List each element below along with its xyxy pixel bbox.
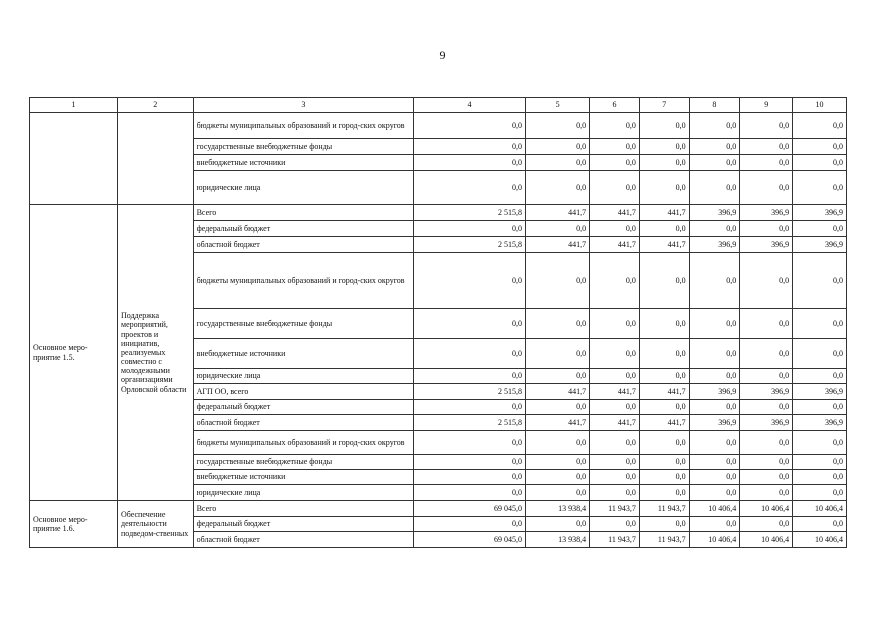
funding-source-cell: государственные внебюджетные фонды	[193, 309, 414, 339]
amount-cell: 0,0	[414, 253, 526, 309]
amount-cell: 441,7	[639, 384, 689, 400]
funding-source-cell: областной бюджет	[193, 237, 414, 253]
amount-cell: 0,0	[689, 517, 740, 532]
amount-cell: 441,7	[590, 205, 640, 221]
funding-source-cell: бюджеты муниципальных образований и город-ских округов	[193, 113, 414, 139]
amount-cell: 0,0	[793, 517, 847, 532]
funding-source-cell: Всего	[193, 205, 414, 221]
amount-cell: 0,0	[525, 171, 589, 205]
amount-cell: 0,0	[590, 400, 640, 415]
amount-cell: 441,7	[590, 384, 640, 400]
amount-cell: 0,0	[793, 155, 847, 171]
amount-cell: 11 943,7	[639, 501, 689, 517]
amount-cell: 0,0	[793, 171, 847, 205]
amount-cell: 0,0	[639, 400, 689, 415]
amount-cell: 0,0	[639, 470, 689, 485]
amount-cell: 69 045,0	[414, 501, 526, 517]
amount-cell: 396,9	[793, 237, 847, 253]
amount-cell: 0,0	[414, 309, 526, 339]
amount-cell: 0,0	[793, 221, 847, 237]
amount-cell: 0,0	[740, 485, 793, 501]
amount-cell: 0,0	[414, 369, 526, 384]
amount-cell: 2 515,8	[414, 415, 526, 431]
funding-source-cell: юридические лица	[193, 369, 414, 384]
amount-cell: 0,0	[525, 339, 589, 369]
amount-cell: 441,7	[525, 237, 589, 253]
funding-source-cell: Всего	[193, 501, 414, 517]
amount-cell: 10 406,4	[793, 501, 847, 517]
amount-cell: 0,0	[590, 517, 640, 532]
amount-cell: 396,9	[740, 415, 793, 431]
amount-cell: 0,0	[414, 455, 526, 470]
funding-source-cell: государственные внебюджетные фонды	[193, 455, 414, 470]
amount-cell: 10 406,4	[689, 501, 740, 517]
amount-cell: 0,0	[525, 253, 589, 309]
amount-cell: 0,0	[525, 485, 589, 501]
amount-cell: 10 406,4	[740, 532, 793, 548]
funding-source-cell: федеральный бюджет	[193, 517, 414, 532]
amount-cell: 441,7	[590, 415, 640, 431]
amount-cell: 0,0	[639, 369, 689, 384]
amount-cell: 441,7	[525, 384, 589, 400]
header-cell: 8	[689, 98, 740, 113]
amount-cell: 0,0	[740, 155, 793, 171]
amount-cell: 441,7	[590, 237, 640, 253]
funding-source-cell: АГП ОО, всего	[193, 384, 414, 400]
funding-source-cell: бюджеты муниципальных образований и город-ских округов	[193, 431, 414, 455]
amount-cell: 0,0	[793, 253, 847, 309]
amount-cell: 0,0	[639, 339, 689, 369]
amount-cell: 0,0	[590, 369, 640, 384]
budget-table	[29, 97, 847, 548]
header-cell: 9	[740, 98, 793, 113]
amount-cell: 0,0	[414, 339, 526, 369]
amount-cell: 396,9	[740, 205, 793, 221]
table-row	[30, 113, 847, 139]
activity-name-cell: Основное меро-приятие 1.5.	[30, 205, 118, 501]
amount-cell: 0,0	[740, 221, 793, 237]
amount-cell: 0,0	[414, 171, 526, 205]
amount-cell: 396,9	[793, 415, 847, 431]
amount-cell: 0,0	[689, 253, 740, 309]
amount-cell: 0,0	[689, 400, 740, 415]
amount-cell: 0,0	[740, 113, 793, 139]
amount-cell: 0,0	[639, 455, 689, 470]
amount-cell: 0,0	[689, 155, 740, 171]
amount-cell: 0,0	[639, 309, 689, 339]
amount-cell: 0,0	[740, 431, 793, 455]
amount-cell: 0,0	[639, 485, 689, 501]
header-row	[30, 98, 847, 113]
header-cell: 2	[118, 98, 194, 113]
header-cell: 7	[639, 98, 689, 113]
amount-cell: 0,0	[414, 221, 526, 237]
amount-cell: 0,0	[414, 517, 526, 532]
funding-source-cell: внебюджетные источники	[193, 470, 414, 485]
amount-cell: 2 515,8	[414, 237, 526, 253]
amount-cell: 0,0	[793, 309, 847, 339]
amount-cell: 0,0	[639, 221, 689, 237]
activity-description-cell	[118, 113, 194, 205]
amount-cell: 0,0	[689, 470, 740, 485]
table-row	[30, 501, 847, 517]
amount-cell: 0,0	[525, 431, 589, 455]
amount-cell: 0,0	[414, 485, 526, 501]
funding-source-cell: внебюджетные источники	[193, 339, 414, 369]
amount-cell: 0,0	[793, 369, 847, 384]
amount-cell: 0,0	[525, 139, 589, 155]
amount-cell: 0,0	[414, 139, 526, 155]
amount-cell: 396,9	[740, 384, 793, 400]
amount-cell: 0,0	[793, 400, 847, 415]
funding-source-cell: областной бюджет	[193, 415, 414, 431]
amount-cell: 396,9	[689, 415, 740, 431]
amount-cell: 0,0	[525, 470, 589, 485]
amount-cell: 0,0	[689, 485, 740, 501]
amount-cell: 0,0	[590, 113, 640, 139]
amount-cell: 0,0	[590, 309, 640, 339]
amount-cell: 0,0	[639, 139, 689, 155]
amount-cell: 0,0	[689, 369, 740, 384]
amount-cell: 0,0	[639, 517, 689, 532]
funding-source-cell: государственные внебюджетные фонды	[193, 139, 414, 155]
amount-cell: 0,0	[793, 485, 847, 501]
header-cell: 1	[30, 98, 118, 113]
amount-cell: 2 515,8	[414, 205, 526, 221]
amount-cell: 0,0	[793, 113, 847, 139]
amount-cell: 0,0	[590, 155, 640, 171]
amount-cell: 0,0	[590, 339, 640, 369]
header-cell: 3	[193, 98, 414, 113]
amount-cell: 0,0	[525, 155, 589, 171]
amount-cell: 0,0	[689, 309, 740, 339]
amount-cell: 396,9	[689, 384, 740, 400]
amount-cell: 0,0	[689, 431, 740, 455]
amount-cell: 0,0	[525, 517, 589, 532]
amount-cell: 441,7	[639, 237, 689, 253]
amount-cell: 10 406,4	[740, 501, 793, 517]
amount-cell: 11 943,7	[590, 532, 640, 548]
amount-cell: 0,0	[525, 309, 589, 339]
amount-cell: 13 938,4	[525, 532, 589, 548]
amount-cell: 441,7	[525, 415, 589, 431]
amount-cell: 0,0	[740, 455, 793, 470]
amount-cell: 0,0	[590, 171, 640, 205]
amount-cell: 11 943,7	[639, 532, 689, 548]
amount-cell: 0,0	[740, 470, 793, 485]
amount-cell: 0,0	[525, 113, 589, 139]
amount-cell: 0,0	[740, 309, 793, 339]
amount-cell: 69 045,0	[414, 532, 526, 548]
amount-cell: 0,0	[639, 171, 689, 205]
amount-cell: 0,0	[414, 431, 526, 455]
activity-description-cell: Поддержка мероприятий, проектов и инициатив, реализуемых совместно с молодежными организациями Орловской области	[118, 205, 194, 501]
amount-cell: 441,7	[639, 205, 689, 221]
amount-cell: 0,0	[414, 155, 526, 171]
header-cell: 5	[525, 98, 589, 113]
amount-cell: 13 938,4	[525, 501, 589, 517]
amount-cell: 0,0	[590, 431, 640, 455]
amount-cell: 0,0	[740, 369, 793, 384]
amount-cell: 0,0	[590, 485, 640, 501]
amount-cell: 11 943,7	[590, 501, 640, 517]
amount-cell: 0,0	[414, 470, 526, 485]
amount-cell: 0,0	[414, 113, 526, 139]
amount-cell: 0,0	[639, 113, 689, 139]
amount-cell: 396,9	[793, 205, 847, 221]
amount-cell: 441,7	[639, 415, 689, 431]
amount-cell: 0,0	[740, 339, 793, 369]
header-cell: 6	[590, 98, 640, 113]
amount-cell: 2 515,8	[414, 384, 526, 400]
amount-cell: 0,0	[793, 455, 847, 470]
funding-source-cell: федеральный бюджет	[193, 400, 414, 415]
amount-cell: 0,0	[793, 470, 847, 485]
amount-cell: 0,0	[590, 221, 640, 237]
amount-cell: 0,0	[590, 139, 640, 155]
header-cell: 4	[414, 98, 526, 113]
amount-cell: 0,0	[639, 253, 689, 309]
amount-cell: 396,9	[689, 237, 740, 253]
amount-cell: 0,0	[525, 400, 589, 415]
activity-description-cell: Обеспечение деятельности подведом-ственных	[118, 501, 194, 548]
amount-cell: 0,0	[689, 339, 740, 369]
amount-cell: 0,0	[793, 139, 847, 155]
amount-cell: 10 406,4	[689, 532, 740, 548]
amount-cell: 0,0	[639, 431, 689, 455]
amount-cell: 0,0	[590, 253, 640, 309]
amount-cell: 0,0	[414, 400, 526, 415]
amount-cell: 10 406,4	[793, 532, 847, 548]
amount-cell: 396,9	[793, 384, 847, 400]
activity-name-cell: Основное меро-приятие 1.6.	[30, 501, 118, 548]
amount-cell: 0,0	[689, 455, 740, 470]
amount-cell: 0,0	[740, 400, 793, 415]
funding-source-cell: юридические лица	[193, 485, 414, 501]
amount-cell: 0,0	[525, 221, 589, 237]
amount-cell: 0,0	[689, 139, 740, 155]
amount-cell: 0,0	[793, 431, 847, 455]
amount-cell: 0,0	[740, 253, 793, 309]
amount-cell: 396,9	[689, 205, 740, 221]
amount-cell: 0,0	[740, 517, 793, 532]
header-cell: 10	[793, 98, 847, 113]
amount-cell: 0,0	[689, 171, 740, 205]
funding-source-cell: бюджеты муниципальных образований и город-ских округов	[193, 253, 414, 309]
amount-cell: 0,0	[740, 139, 793, 155]
funding-source-cell: внебюджетные источники	[193, 155, 414, 171]
amount-cell: 0,0	[793, 339, 847, 369]
amount-cell: 0,0	[740, 171, 793, 205]
amount-cell: 0,0	[525, 369, 589, 384]
amount-cell: 0,0	[689, 113, 740, 139]
amount-cell: 396,9	[740, 237, 793, 253]
table-row	[30, 205, 847, 221]
amount-cell: 0,0	[525, 455, 589, 470]
amount-cell: 0,0	[590, 470, 640, 485]
funding-source-cell: юридические лица	[193, 171, 414, 205]
funding-source-cell: федеральный бюджет	[193, 221, 414, 237]
funding-source-cell: областной бюджет	[193, 532, 414, 548]
amount-cell: 441,7	[525, 205, 589, 221]
activity-name-cell	[30, 113, 118, 205]
page-number: 9	[439, 48, 446, 62]
amount-cell: 0,0	[689, 221, 740, 237]
amount-cell: 0,0	[639, 155, 689, 171]
amount-cell: 0,0	[590, 455, 640, 470]
